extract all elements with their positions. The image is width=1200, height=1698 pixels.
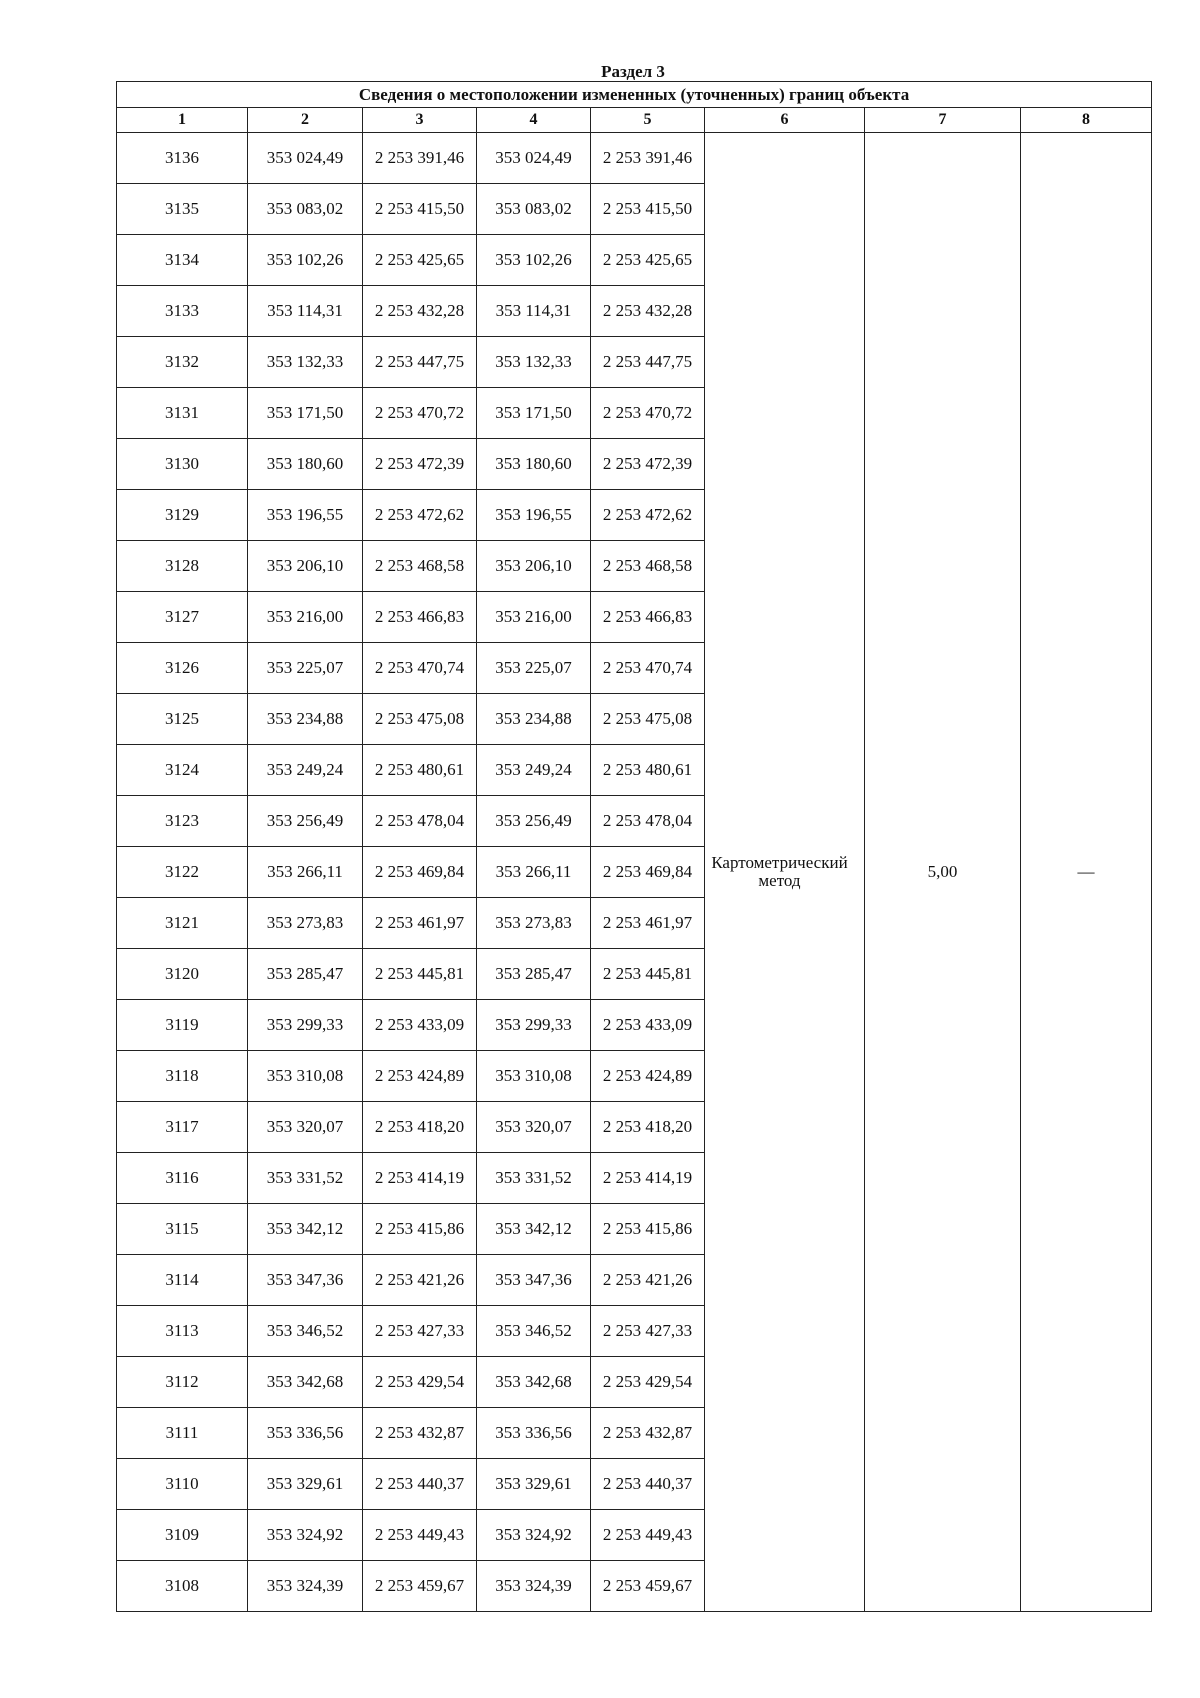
point-number-cell: 3114 bbox=[117, 1255, 248, 1306]
refined-y-cell: 2 253 391,46 bbox=[591, 133, 705, 184]
existing-x-cell: 353 114,31 bbox=[248, 286, 363, 337]
existing-x-cell: 353 336,56 bbox=[248, 1408, 363, 1459]
column-number: 4 bbox=[477, 108, 591, 133]
refined-x-cell: 353 024,49 bbox=[477, 133, 591, 184]
existing-y-cell: 2 253 432,87 bbox=[363, 1408, 477, 1459]
existing-y-cell: 2 253 414,19 bbox=[363, 1153, 477, 1204]
existing-x-cell: 353 329,61 bbox=[248, 1459, 363, 1510]
existing-x-cell: 353 180,60 bbox=[248, 439, 363, 490]
column-number: 7 bbox=[865, 108, 1021, 133]
point-number-cell: 3117 bbox=[117, 1102, 248, 1153]
existing-x-cell: 353 273,83 bbox=[248, 898, 363, 949]
coordinates-table bbox=[116, 81, 1152, 1612]
point-number-cell: 3133 bbox=[117, 286, 248, 337]
point-number-cell: 3112 bbox=[117, 1357, 248, 1408]
existing-x-cell: 353 285,47 bbox=[248, 949, 363, 1000]
refined-x-cell: 353 331,52 bbox=[477, 1153, 591, 1204]
refined-y-cell: 2 253 421,26 bbox=[591, 1255, 705, 1306]
refined-y-cell: 2 253 415,50 bbox=[591, 184, 705, 235]
existing-x-cell: 353 299,33 bbox=[248, 1000, 363, 1051]
existing-y-cell: 2 253 424,89 bbox=[363, 1051, 477, 1102]
column-number: 1 bbox=[117, 108, 248, 133]
point-number-cell: 3113 bbox=[117, 1306, 248, 1357]
point-number-cell: 3123 bbox=[117, 796, 248, 847]
point-number-cell: 3111 bbox=[117, 1408, 248, 1459]
refined-x-cell: 353 336,56 bbox=[477, 1408, 591, 1459]
refined-x-cell: 353 342,68 bbox=[477, 1357, 591, 1408]
point-number-cell: 3128 bbox=[117, 541, 248, 592]
existing-x-cell: 353 171,50 bbox=[248, 388, 363, 439]
point-number-cell: 3118 bbox=[117, 1051, 248, 1102]
existing-y-cell: 2 253 425,65 bbox=[363, 235, 477, 286]
existing-y-cell: 2 253 447,75 bbox=[363, 337, 477, 388]
refined-x-cell: 353 347,36 bbox=[477, 1255, 591, 1306]
existing-x-cell: 353 024,49 bbox=[248, 133, 363, 184]
existing-x-cell: 353 342,12 bbox=[248, 1204, 363, 1255]
refined-x-cell: 353 102,26 bbox=[477, 235, 591, 286]
refined-x-cell: 353 299,33 bbox=[477, 1000, 591, 1051]
existing-x-cell: 353 102,26 bbox=[248, 235, 363, 286]
refined-x-cell: 353 234,88 bbox=[477, 694, 591, 745]
point-number-cell: 3115 bbox=[117, 1204, 248, 1255]
point-number-cell: 3108 bbox=[117, 1561, 248, 1612]
existing-y-cell: 2 253 472,39 bbox=[363, 439, 477, 490]
refined-x-cell: 353 114,31 bbox=[477, 286, 591, 337]
point-number-cell: 3126 bbox=[117, 643, 248, 694]
existing-y-cell: 2 253 427,33 bbox=[363, 1306, 477, 1357]
existing-y-cell: 2 253 415,86 bbox=[363, 1204, 477, 1255]
refined-x-cell: 353 324,92 bbox=[477, 1510, 591, 1561]
refined-x-cell: 353 324,39 bbox=[477, 1561, 591, 1612]
existing-y-cell: 2 253 478,04 bbox=[363, 796, 477, 847]
refined-y-cell: 2 253 432,87 bbox=[591, 1408, 705, 1459]
existing-y-cell: 2 253 449,43 bbox=[363, 1510, 477, 1561]
existing-y-cell: 2 253 469,84 bbox=[363, 847, 477, 898]
point-number-cell: 3124 bbox=[117, 745, 248, 796]
existing-x-cell: 353 266,11 bbox=[248, 847, 363, 898]
point-number-cell: 3135 bbox=[117, 184, 248, 235]
point-number-cell: 3120 bbox=[117, 949, 248, 1000]
refined-y-cell: 2 253 449,43 bbox=[591, 1510, 705, 1561]
refined-x-cell: 353 285,47 bbox=[477, 949, 591, 1000]
table-caption: Сведения о местоположении измененных (уточненных) границ объекта bbox=[117, 82, 1152, 108]
method-cell bbox=[705, 133, 865, 1612]
refined-y-cell: 2 253 468,58 bbox=[591, 541, 705, 592]
point-number-cell: 3119 bbox=[117, 1000, 248, 1051]
refined-y-cell: 2 253 415,86 bbox=[591, 1204, 705, 1255]
refined-y-cell: 2 253 427,33 bbox=[591, 1306, 705, 1357]
refined-x-cell: 353 320,07 bbox=[477, 1102, 591, 1153]
existing-y-cell: 2 253 429,54 bbox=[363, 1357, 477, 1408]
existing-x-cell: 353 256,49 bbox=[248, 796, 363, 847]
refined-y-cell: 2 253 425,65 bbox=[591, 235, 705, 286]
point-number-cell: 3125 bbox=[117, 694, 248, 745]
existing-y-cell: 2 253 415,50 bbox=[363, 184, 477, 235]
column-number: 5 bbox=[591, 108, 705, 133]
existing-x-cell: 353 216,00 bbox=[248, 592, 363, 643]
existing-x-cell: 353 346,52 bbox=[248, 1306, 363, 1357]
existing-x-cell: 353 206,10 bbox=[248, 541, 363, 592]
refined-x-cell: 353 180,60 bbox=[477, 439, 591, 490]
column-number: 3 bbox=[363, 108, 477, 133]
existing-y-cell: 2 253 433,09 bbox=[363, 1000, 477, 1051]
refined-x-cell: 353 225,07 bbox=[477, 643, 591, 694]
refined-x-cell: 353 083,02 bbox=[477, 184, 591, 235]
refined-y-cell: 2 253 472,62 bbox=[591, 490, 705, 541]
note-cell: — bbox=[1021, 133, 1152, 1612]
refined-y-cell: 2 253 469,84 bbox=[591, 847, 705, 898]
refined-x-cell: 353 216,00 bbox=[477, 592, 591, 643]
refined-y-cell: 2 253 429,54 bbox=[591, 1357, 705, 1408]
existing-y-cell: 2 253 470,72 bbox=[363, 388, 477, 439]
point-number-cell: 3134 bbox=[117, 235, 248, 286]
refined-x-cell: 353 342,12 bbox=[477, 1204, 591, 1255]
column-number-row bbox=[117, 108, 1152, 133]
refined-x-cell: 353 266,11 bbox=[477, 847, 591, 898]
existing-x-cell: 353 320,07 bbox=[248, 1102, 363, 1153]
refined-y-cell: 2 253 459,67 bbox=[591, 1561, 705, 1612]
point-number-cell: 3122 bbox=[117, 847, 248, 898]
existing-y-cell: 2 253 468,58 bbox=[363, 541, 477, 592]
existing-x-cell: 353 324,92 bbox=[248, 1510, 363, 1561]
existing-x-cell: 353 083,02 bbox=[248, 184, 363, 235]
refined-y-cell: 2 253 447,75 bbox=[591, 337, 705, 388]
refined-y-cell: 2 253 466,83 bbox=[591, 592, 705, 643]
table-caption-row bbox=[117, 82, 1152, 108]
existing-x-cell: 353 196,55 bbox=[248, 490, 363, 541]
existing-y-cell: 2 253 440,37 bbox=[363, 1459, 477, 1510]
refined-y-cell: 2 253 475,08 bbox=[591, 694, 705, 745]
method-text: Картометрический метод bbox=[711, 853, 848, 890]
existing-y-cell: 2 253 391,46 bbox=[363, 133, 477, 184]
existing-y-cell: 2 253 470,74 bbox=[363, 643, 477, 694]
existing-y-cell: 2 253 421,26 bbox=[363, 1255, 477, 1306]
refined-y-cell: 2 253 445,81 bbox=[591, 949, 705, 1000]
refined-y-cell: 2 253 472,39 bbox=[591, 439, 705, 490]
section-title: Раздел 3 bbox=[601, 62, 665, 81]
existing-y-cell: 2 253 480,61 bbox=[363, 745, 477, 796]
existing-x-cell: 353 249,24 bbox=[248, 745, 363, 796]
existing-y-cell: 2 253 472,62 bbox=[363, 490, 477, 541]
refined-y-cell: 2 253 470,72 bbox=[591, 388, 705, 439]
refined-x-cell: 353 329,61 bbox=[477, 1459, 591, 1510]
refined-x-cell: 353 256,49 bbox=[477, 796, 591, 847]
existing-x-cell: 353 324,39 bbox=[248, 1561, 363, 1612]
point-number-cell: 3109 bbox=[117, 1510, 248, 1561]
existing-y-cell: 2 253 445,81 bbox=[363, 949, 477, 1000]
column-number: 8 bbox=[1021, 108, 1152, 133]
point-number-cell: 3136 bbox=[117, 133, 248, 184]
point-number-cell: 3127 bbox=[117, 592, 248, 643]
existing-y-cell: 2 253 418,20 bbox=[363, 1102, 477, 1153]
refined-y-cell: 2 253 461,97 bbox=[591, 898, 705, 949]
existing-x-cell: 353 331,52 bbox=[248, 1153, 363, 1204]
refined-y-cell: 2 253 478,04 bbox=[591, 796, 705, 847]
accuracy-cell: 5,00 bbox=[865, 133, 1021, 1612]
point-number-cell: 3121 bbox=[117, 898, 248, 949]
refined-y-cell: 2 253 424,89 bbox=[591, 1051, 705, 1102]
refined-x-cell: 353 206,10 bbox=[477, 541, 591, 592]
existing-x-cell: 353 342,68 bbox=[248, 1357, 363, 1408]
refined-x-cell: 353 310,08 bbox=[477, 1051, 591, 1102]
existing-y-cell: 2 253 466,83 bbox=[363, 592, 477, 643]
point-number-cell: 3110 bbox=[117, 1459, 248, 1510]
refined-y-cell: 2 253 414,19 bbox=[591, 1153, 705, 1204]
refined-x-cell: 353 196,55 bbox=[477, 490, 591, 541]
column-number: 6 bbox=[705, 108, 865, 133]
table-row bbox=[117, 133, 1152, 184]
refined-y-cell: 2 253 470,74 bbox=[591, 643, 705, 694]
point-number-cell: 3130 bbox=[117, 439, 248, 490]
existing-x-cell: 353 132,33 bbox=[248, 337, 363, 388]
refined-y-cell: 2 253 418,20 bbox=[591, 1102, 705, 1153]
refined-x-cell: 353 273,83 bbox=[477, 898, 591, 949]
refined-x-cell: 353 171,50 bbox=[477, 388, 591, 439]
refined-y-cell: 2 253 433,09 bbox=[591, 1000, 705, 1051]
point-number-cell: 3129 bbox=[117, 490, 248, 541]
point-number-cell: 3131 bbox=[117, 388, 248, 439]
existing-x-cell: 353 234,88 bbox=[248, 694, 363, 745]
refined-y-cell: 2 253 480,61 bbox=[591, 745, 705, 796]
existing-x-cell: 353 310,08 bbox=[248, 1051, 363, 1102]
column-number: 2 bbox=[248, 108, 363, 133]
existing-x-cell: 353 347,36 bbox=[248, 1255, 363, 1306]
refined-x-cell: 353 132,33 bbox=[477, 337, 591, 388]
point-number-cell: 3116 bbox=[117, 1153, 248, 1204]
refined-x-cell: 353 346,52 bbox=[477, 1306, 591, 1357]
refined-x-cell: 353 249,24 bbox=[477, 745, 591, 796]
existing-y-cell: 2 253 475,08 bbox=[363, 694, 477, 745]
point-number-cell: 3132 bbox=[117, 337, 248, 388]
existing-y-cell: 2 253 459,67 bbox=[363, 1561, 477, 1612]
existing-x-cell: 353 225,07 bbox=[248, 643, 363, 694]
refined-y-cell: 2 253 432,28 bbox=[591, 286, 705, 337]
existing-y-cell: 2 253 461,97 bbox=[363, 898, 477, 949]
refined-y-cell: 2 253 440,37 bbox=[591, 1459, 705, 1510]
existing-y-cell: 2 253 432,28 bbox=[363, 286, 477, 337]
